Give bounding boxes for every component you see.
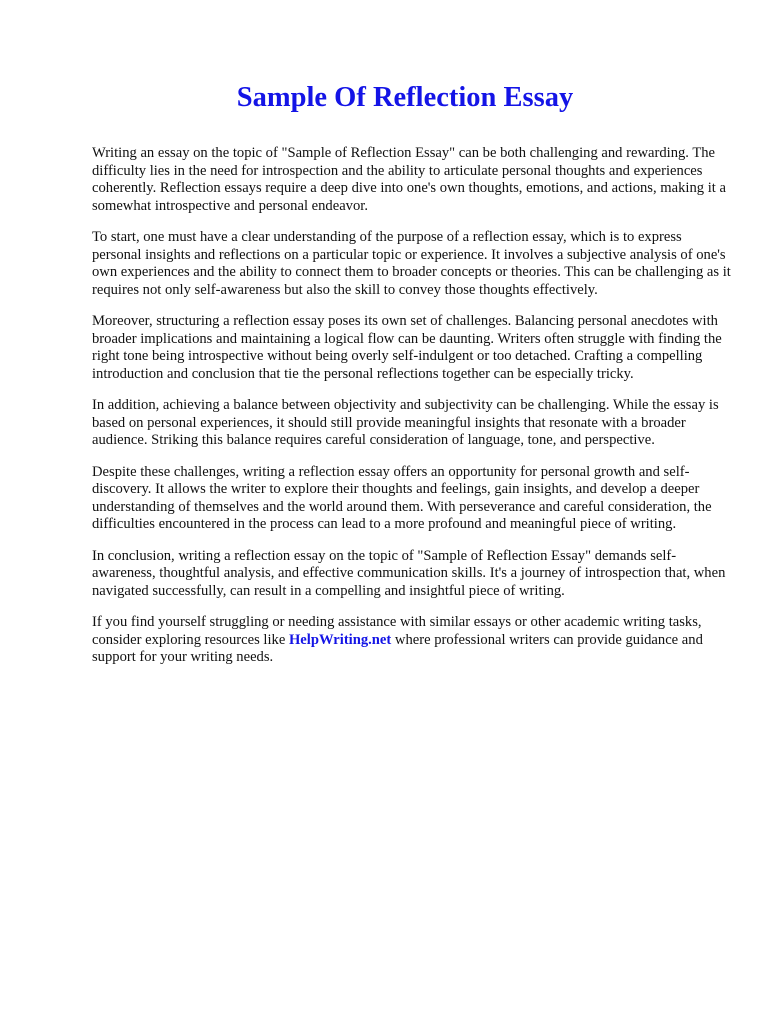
paragraph-3: Moreover, structuring a reflection essay poses its own set of challenges. Balancing personal anecdotes with broader implications and maintaining a logical flow can be daunting. Writers often struggle with finding the right tone being introspective without being overly self-indulgent or too detached. Crafting a compelling introduction and conclusion that tie the personal reflections together can be especially tricky. [92,313,722,382]
document-title: Sample Of Reflection Essay [236,82,574,113]
paragraph-7 [92,614,732,667]
helpwriting-link[interactable]: HelpWriting.net [288,631,392,648]
paragraph-7-before-link: If you find yourself struggling or needing assistance with similar essays or other academic writing tasks, consider exploring resources like [92,614,702,648]
paragraph-5: Despite these challenges, writing a reflection essay offers an opportunity for personal growth and self-discovery. It allows the writer to explore their thoughts and feelings, gain insights, and develop a deeper understanding of themselves and the world around them. With perseverance and careful consideration, the difficulties encountered in the process can lead to a more profound and meaningful piece of writing. [92,463,712,532]
document-body [92,145,732,681]
paragraph-1: Writing an essay on the topic of "Sample of Reflection Essay" can be both challenging and rewarding. The difficulty lies in the need for introspection and the ability to articulate personal thoughts and experiences coherently. Reflection essays require a deep dive into one's own thoughts, emotions, and actions, making it a somewhat introspective and personal endeavor. [92,145,726,214]
paragraph-6: In conclusion, writing a reflection essay on the topic of "Sample of Reflection Essay" demands self-awareness, thoughtful analysis, and effective communication skills. It's a journey of introspection that, when navigated successfully, can result in a compelling and insightful piece of writing. [92,547,726,599]
paragraph-7-after-link: where professional writers can provide guidance and support for your writing needs. [92,631,703,665]
paragraph-2: To start, one must have a clear understanding of the purpose of a reflection essay, which is to express personal insights and reflections on a particular topic or experience. It involves a subjective analysis of one's own experiences and the ability to connect them to broader concepts or theories. This can be challenging as it requires not only self-awareness but also the skill to convey those thoughts effectively. [92,229,731,298]
paragraph-4: In addition, achieving a balance between objectivity and subjectivity can be challenging. While the essay is based on personal experiences, it should still provide meaningful insights that resonate with a broader audience. Striking this balance requires careful consideration of language, tone, and perspective. [92,397,719,448]
